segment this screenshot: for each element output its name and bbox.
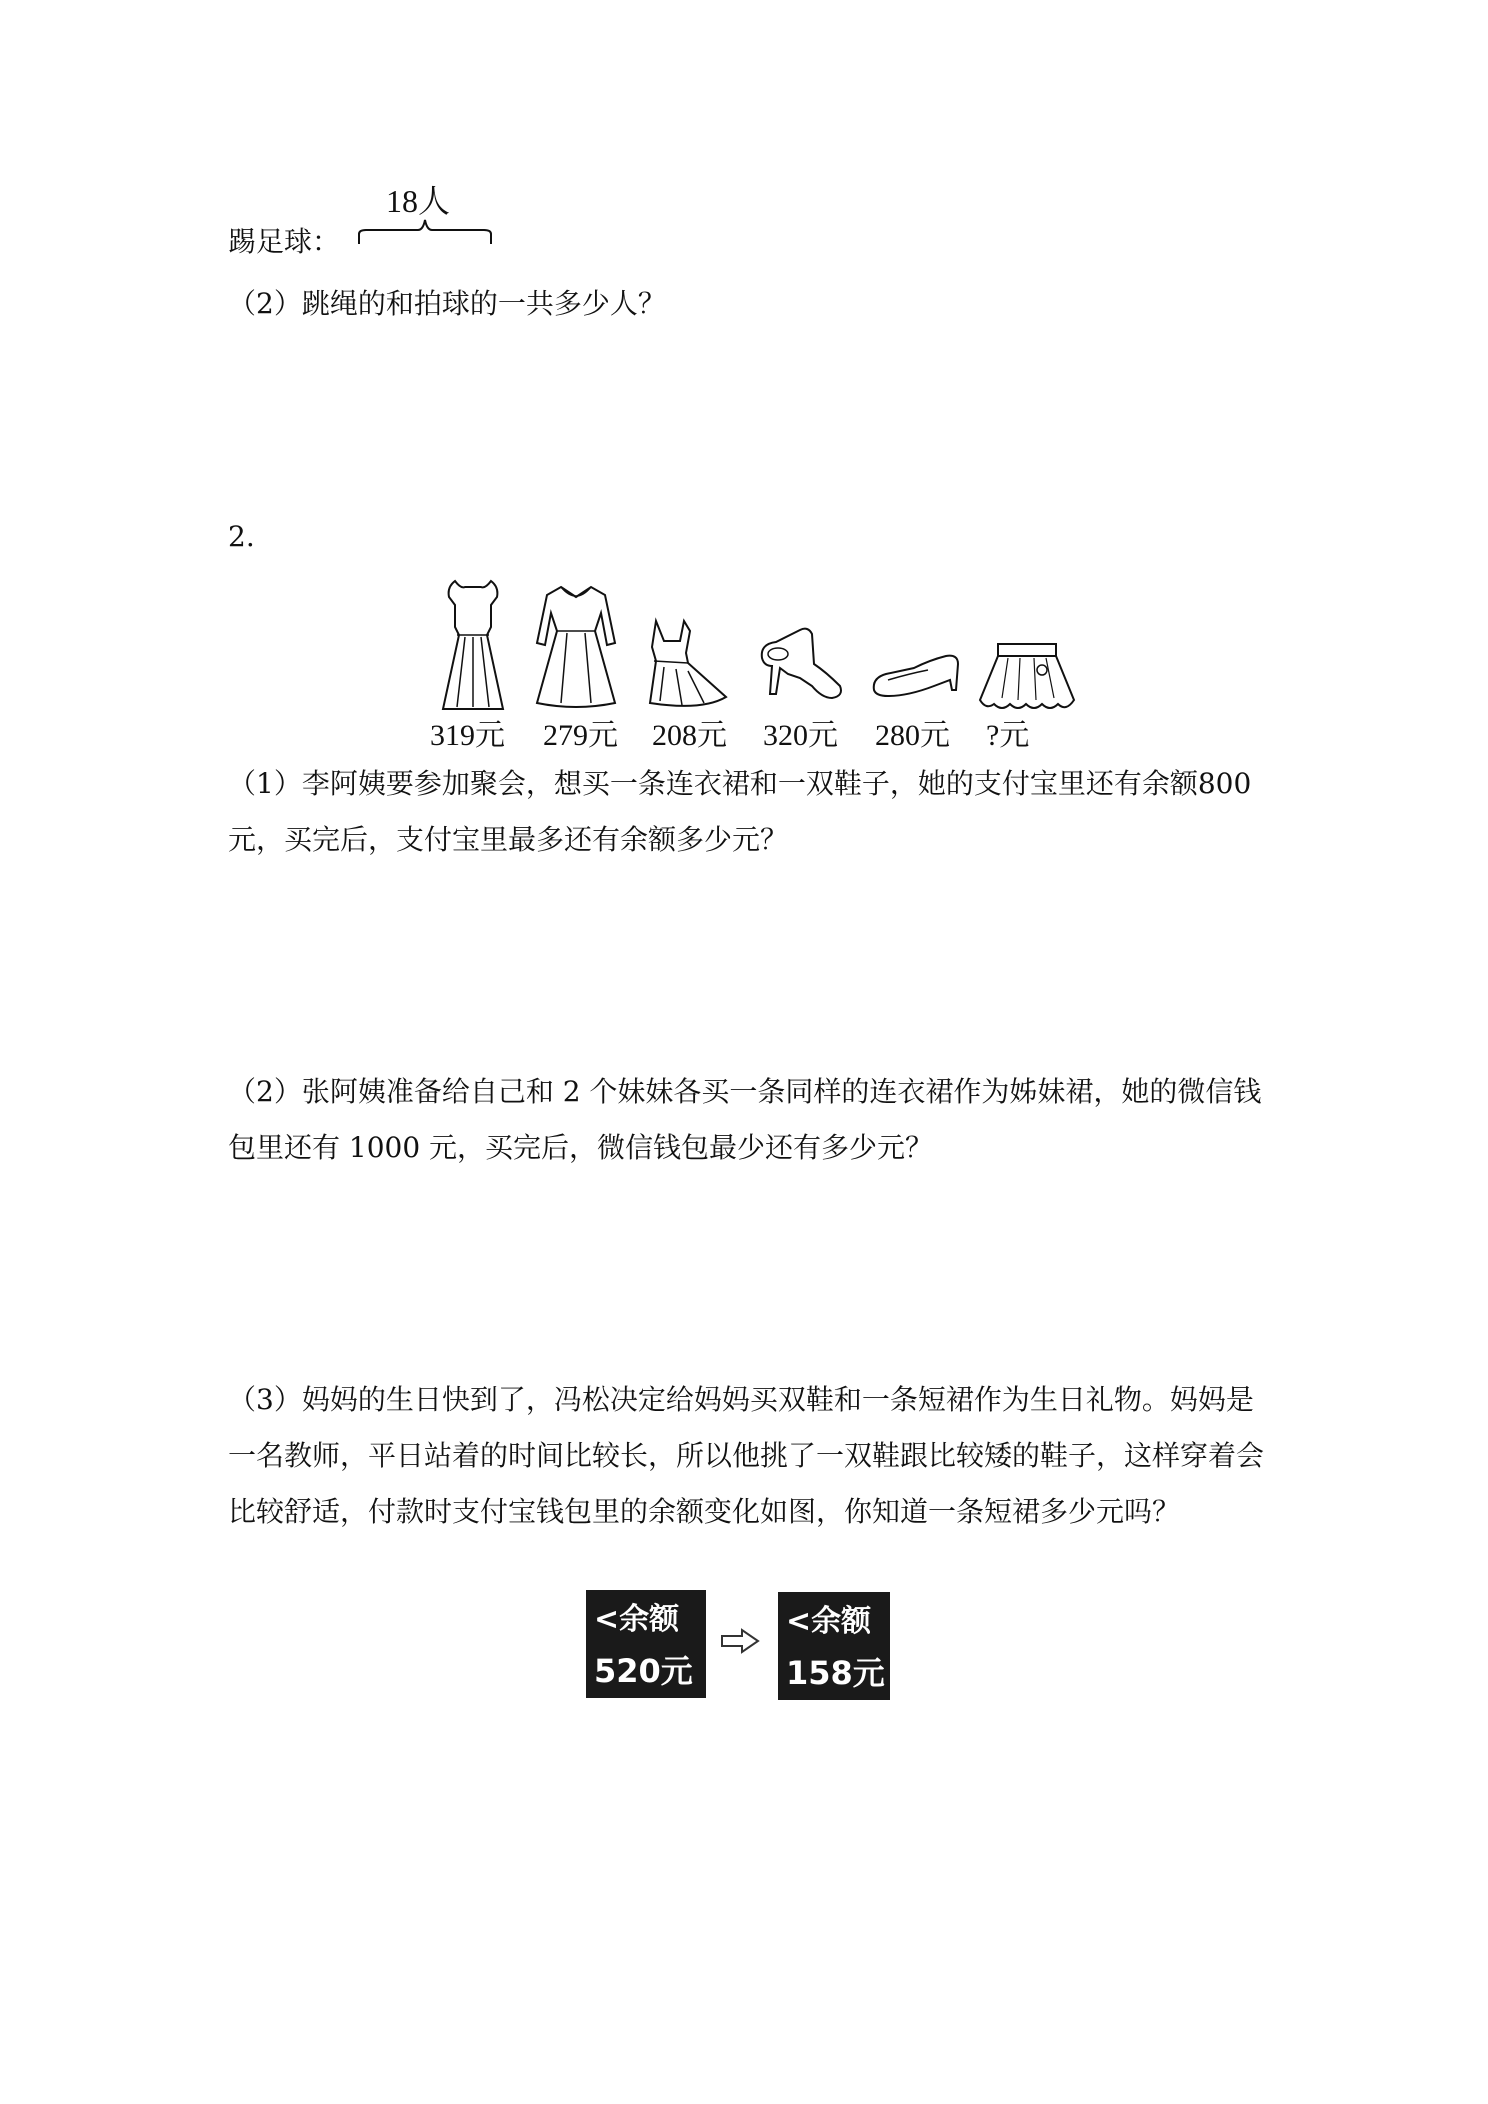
price-label: 279元 [543,719,618,752]
question-text: （2）张阿姨准备给自己和 2 个妹妹各买一条同样的连衣裙作为姊妹裙，她的微信钱包里还有 1000 元，买完后，微信钱包最少还有多少元？ [228,1075,1262,1164]
high-heel-shoe-icon [752,624,852,714]
balance-title: <余额 [594,1602,680,1637]
price-label: 320元 [763,719,838,752]
balance-amount: 158元 [786,1654,885,1692]
question-text: （1）李阿姨要参加聚会，想买一条连衣裙和一双鞋子，她的支付宝里还有余额800 元，买完后，支付宝里最多还有余额多少元？ [228,767,1252,856]
brace-label: 18人 [386,183,451,219]
price-label: 319元 [430,719,505,752]
item-sleeveless-dress [435,575,511,715]
item-skirt [974,640,1080,716]
balance-after-card [778,1592,890,1700]
arrow-right-icon [720,1628,760,1654]
price-label: 208元 [652,719,727,752]
item-collared-dress [531,583,621,713]
problem-number: 2. [228,520,255,553]
short-dress-icon [642,617,732,713]
item-short-dress [642,617,732,713]
price-label: ?元 [986,719,1030,752]
collared-dress-icon [531,583,621,713]
balance-amount: 520元 [594,1652,693,1690]
item-low-heel-shoe [868,650,964,704]
question-text: （3）妈妈的生日快到了，冯松决定给妈妈买双鞋和一条短裙作为生日礼物。妈妈是一名教师，平日站着的时间比较长，所以他挑了一双鞋跟比较矮的鞋子，这样穿着会比较舒适，付款时支付宝钱包里的余额变化如图，你知道一条短裙多少元吗？ [228,1383,1265,1528]
balance-title: <余额 [786,1604,872,1639]
balance-before-card [586,1590,706,1698]
brace-icon [356,216,494,248]
item-high-heel-shoe [752,624,852,714]
sleeveless-dress-icon [435,575,511,715]
question-text: （2）跳绳的和拍球的一共多少人？ [228,287,666,320]
row-label: 踢足球： [228,225,341,258]
price-label: 280元 [875,719,950,752]
low-heel-shoe-icon [868,650,964,704]
skirt-icon [974,640,1080,716]
